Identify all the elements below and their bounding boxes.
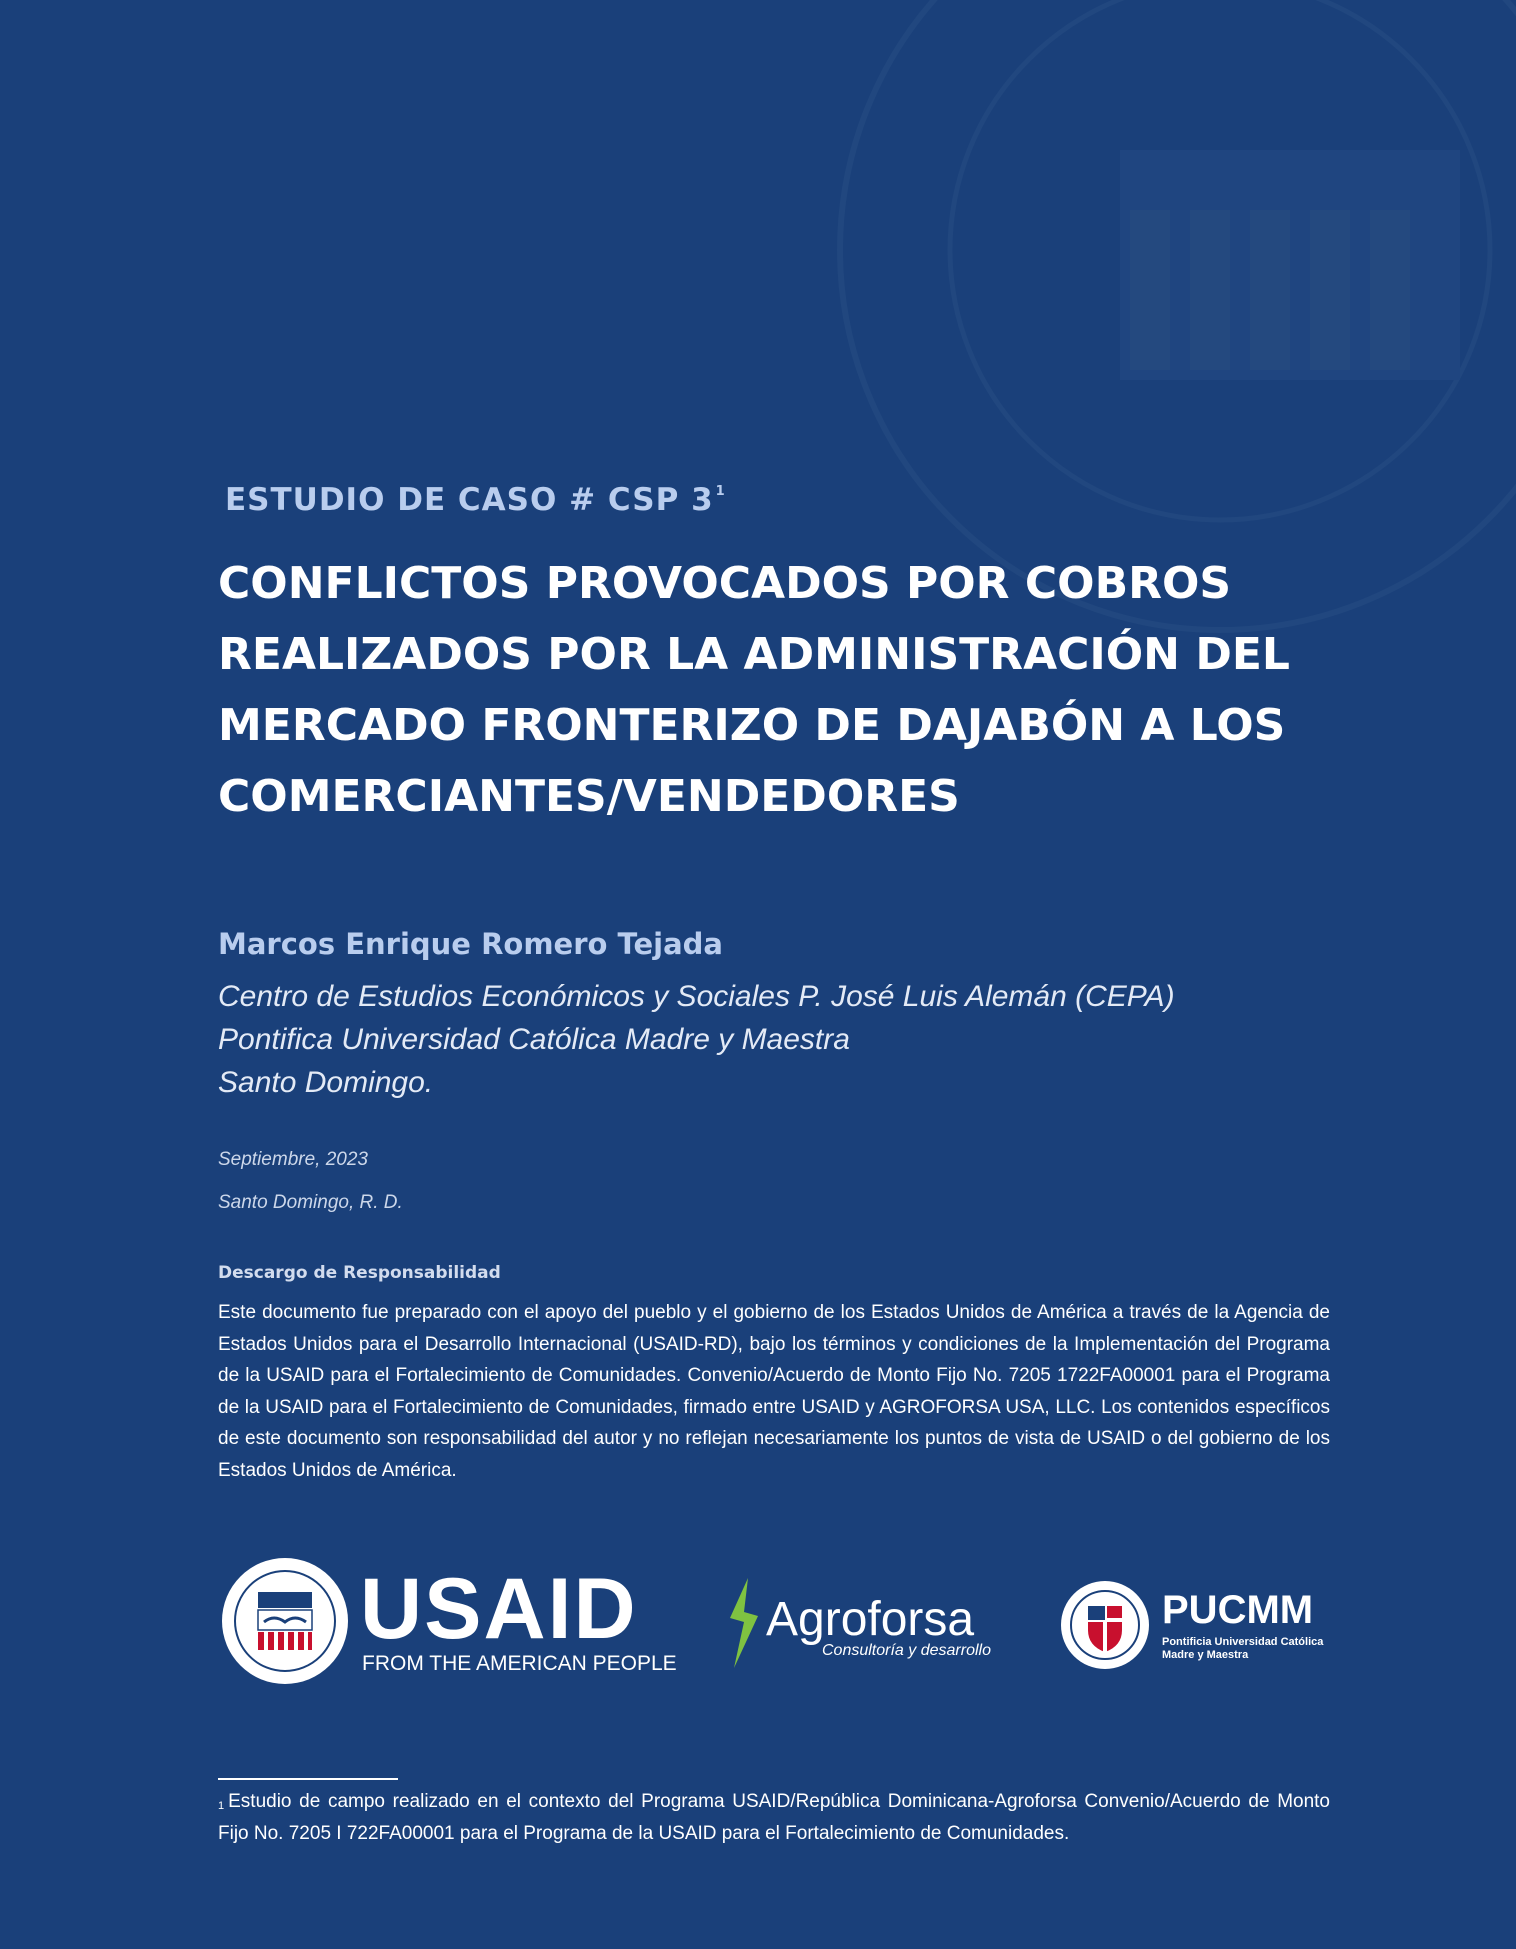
disclaimer-heading: Descargo de Responsabilidad bbox=[218, 1263, 501, 1283]
title-line: CONFLICTOS PROVOCADOS POR COBROS bbox=[218, 558, 1232, 609]
author-affiliation bbox=[218, 975, 1175, 1104]
pucmm-wordmark: PUCMM bbox=[1162, 1588, 1314, 1632]
pucmm-tagline-line: Pontificia Universidad Católica bbox=[1162, 1636, 1324, 1648]
footnote-text: Estudio de campo realizado en el contexto del Programa USAID/República Dominicana-Agroforsa Convenio/Acuerdo de Monto Fijo No. 7205 I 722FA00001 para el Programa de la USAID para el Fortalecimiento de Comunidades. bbox=[218, 1791, 1330, 1844]
case-study-label bbox=[225, 482, 726, 518]
publication-date bbox=[218, 1138, 403, 1224]
document-title bbox=[218, 548, 1418, 832]
disclaimer-body: Este documento fue preparado con el apoyo del pueblo y el gobierno de los Estados Unidos de América a través de la Agencia de Estados Unidos para el Desarrollo Internacional (USAID-RD), bajo los términos y condiciones de la Implementación del Programa de la USAID para el Fortalecimiento de Comunidades. Convenio/Acuerdo de Monto Fijo No. 7205 1722FA00001 para el Programa de la USAID para el Fortalecimiento de Comunidades, firmado entre USAID y AGROFORSA USA, LLC. Los contenidos específicos de este documento son responsabilidad del autor y no reflejan necesariamente los puntos de vista de USAID o del gobierno de los Estados Unidos de América. bbox=[218, 1302, 1330, 1481]
footnote-marker: 1 bbox=[715, 484, 726, 499]
agroforsa-bolt-icon bbox=[726, 1578, 760, 1668]
date-place: Santo Domingo, R. D. bbox=[218, 1192, 403, 1213]
footnote-number: 1 bbox=[218, 1800, 225, 1812]
case-study-label-text: ESTUDIO DE CASO # CSP 3 bbox=[225, 482, 714, 518]
usaid-seal-icon bbox=[220, 1556, 350, 1686]
pucmm-tagline-line: Madre y Maestra bbox=[1162, 1649, 1249, 1661]
pucmm-seal-icon bbox=[1060, 1580, 1150, 1670]
usaid-wordmark: USAID bbox=[360, 1561, 638, 1657]
author-name: Marcos Enrique Romero Tejada bbox=[218, 927, 723, 961]
title-line: COMERCIANTES/VENDEDORES bbox=[218, 771, 960, 822]
agroforsa-wordmark: Agroforsa bbox=[766, 1593, 975, 1646]
usaid-tagline: FROM THE AMERICAN PEOPLE bbox=[362, 1652, 677, 1675]
affiliation-line: Centro de Estudios Económicos y Sociales P. José Luis Alemán (CEPA) bbox=[218, 980, 1175, 1013]
title-line: REALIZADOS POR LA ADMINISTRACIÓN DEL bbox=[218, 629, 1290, 680]
pucmm-tagline bbox=[1162, 1636, 1323, 1662]
affiliation-line: Pontifica Universidad Católica Madre y Maestra bbox=[218, 1023, 850, 1056]
agroforsa-tagline: Consultoría y desarrollo bbox=[822, 1642, 991, 1659]
footnote bbox=[218, 1786, 1330, 1850]
affiliation-line: Santo Domingo. bbox=[218, 1066, 434, 1099]
date-month-year: Septiembre, 2023 bbox=[218, 1149, 368, 1170]
title-line: MERCADO FRONTERIZO DE DAJABÓN A LOS bbox=[218, 700, 1286, 751]
footnote-divider bbox=[218, 1778, 398, 1780]
